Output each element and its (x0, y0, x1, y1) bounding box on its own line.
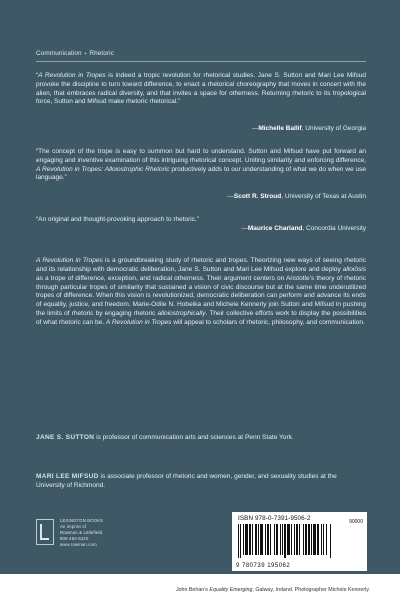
category-rhetoric: Rhetoric (89, 50, 114, 57)
barcode-bar (313, 524, 316, 555)
italic-run: A Revolution in Tropes (36, 257, 103, 264)
endorsement-attribution-1: —Michelle Ballif, University of Georgia (251, 125, 366, 132)
barcode-bar (311, 524, 312, 555)
publisher-website: www.rowman.com (60, 542, 97, 547)
category-communication: Communication (36, 50, 82, 57)
category-line (36, 50, 114, 57)
text-run: . Their collective efforts work to display the possibilities of what rhetoric can be. (36, 310, 366, 326)
publisher-phone: 800-462-6420 (60, 536, 89, 541)
barcode-bar (270, 524, 271, 555)
author-bio-text: is professor of communication arts and sciences at Penn State York. (94, 434, 294, 441)
barcode-bar (260, 524, 263, 555)
endorser-name: Scott R. Stroud (233, 193, 282, 200)
italic-run: A Revolution in Tropes (38, 72, 106, 79)
cover-art-credit (160, 587, 370, 593)
author-name: MARI LEE MIFSUD (36, 473, 99, 480)
barcode-bar (287, 524, 290, 555)
endorsement-quote-1 (36, 72, 366, 107)
barcode-bar (280, 524, 281, 555)
barcode-bar (245, 524, 248, 555)
text-run: productively adds to our understanding of what we do when we use language.” (36, 165, 366, 182)
barcode-bar (326, 524, 327, 555)
barcode-bar (255, 524, 257, 555)
endorsement-attribution-3: —Maurice Charland, Concordia University (241, 225, 366, 232)
barcode-bar (240, 524, 241, 558)
publisher-name: LEXINGTON BOOKS (60, 518, 104, 523)
barcode-bar (238, 524, 239, 558)
italic-run: A Revolution in Tropes (105, 318, 172, 326)
author-bio-text: is associate professor of rhetoric and women, gender, and sexuality studies at the University of Richmond. (36, 473, 337, 489)
text-run: is indeed a tropic revolution for rhetorical studies. Jane S. Sutton and Mari Lee Mifsud provoke the discipline to turn toward difference, to enact a rhetorical choreography that moves in concert with the alien, that embraces radical diversity, and that invites a space for otherness. Returning rhetoric to its tropological force, Sutton and Mifsud make rhetoric rhetorical.” (36, 72, 366, 106)
ean-text: 9 780739 195062 (236, 563, 291, 569)
italic-run: alloiostrophically (157, 310, 206, 318)
publisher-block (36, 515, 156, 555)
credit-work: Equality Emerging (209, 587, 253, 593)
publisher-parent: Rowman & Littlefield (60, 530, 103, 535)
author-bio-mifsud (36, 473, 366, 491)
text-run: is a groundbreaking study of rhetoric and tropes. Theorizing new ways of seeing rhetoric and its relationship with democratic deliberation, Jane S. Sutton and Mari Lee Mifsud explore and deploy (36, 257, 366, 273)
text-run: “ (36, 72, 39, 79)
barcode-bar (308, 524, 310, 555)
publisher-imprint-line: An imprint of (60, 524, 87, 529)
endorser-affiliation: Concordia University (306, 225, 366, 232)
author-name: JANE S. SUTTON (36, 434, 95, 441)
italic-run: alloiōsis (342, 265, 366, 273)
barcode-bar (274, 524, 275, 555)
credit-post: , Galway, Ireland. Photographer Michele Kennerly. (252, 587, 370, 593)
barcode-bar (284, 524, 286, 558)
publisher-text (60, 518, 103, 548)
barcode-bar (317, 524, 319, 555)
barcode-icon (238, 524, 362, 558)
barcode-bar (267, 524, 269, 555)
barcode-bar (323, 524, 324, 555)
price-code: 90000 (349, 519, 363, 525)
endorser-affiliation: University of Texas at Austin (284, 193, 366, 200)
category-rule (36, 61, 366, 62)
italic-run: A Revolution in Tropes: Alloiostrophic Rhetoric (36, 165, 170, 173)
barcode-bar (243, 524, 244, 555)
endorsement-quote-2 (36, 148, 366, 183)
barcode-bar (303, 524, 304, 555)
book-description (36, 257, 366, 328)
credit-pre: John Behan’s (175, 587, 210, 593)
endorser-name: Michelle Ballif (258, 125, 302, 132)
endorser-affiliation: University of Georgia (305, 125, 366, 132)
author-bio-sutton (36, 434, 366, 443)
barcode-box (232, 512, 367, 571)
barcode-bar (296, 524, 298, 555)
endorser-name: Maurice Charland (247, 225, 303, 232)
barcode-bar (294, 524, 295, 555)
barcode-bar (299, 524, 300, 555)
barcode-bar (330, 524, 331, 558)
barcode-bar (305, 524, 307, 555)
barcode-bar (276, 524, 278, 555)
barcode-bar (291, 524, 292, 555)
barcode-bar (321, 524, 322, 555)
barcode-bar (252, 524, 253, 555)
lexington-books-logo-icon (36, 519, 54, 545)
text-run: “An original and thought-provoking approach to rhetoric.” (36, 216, 199, 223)
isbn-text: ISBN 978-0-7391-9506-2 (238, 515, 311, 522)
text-run: as a trope of difference, exception, and radical otherness. Their argument centers on Aristotle’s theory of rhetoric through particular tropes of similarity that sustained a vision of civic discourse but at the same time underutilized tropes of difference. When this vision is revolutionized, democratic deliberation can perform and advance its ends of equality, justice, and freedom. Marie-Odile N. Hobeika and Michele Kennerly join Sutton and Mifsud in pushing the limits of rhetoric by engaging rhetoric (36, 274, 366, 318)
endorsement-attribution-2: —Scott R. Stroud, University of Texas at Austin (227, 193, 366, 200)
text-run: “The concept of the trope is easy to summon but hard to understand. Sutton and Mifsud have put forward an engaging and inventive examination of this intriguing rhetorical concept. Uniting similarity and enforcing difference, (36, 148, 366, 164)
barcode-bar (265, 524, 266, 555)
barcode-bar (258, 524, 259, 555)
barcode-bar (249, 524, 251, 555)
endorsement-quote-3 (36, 216, 366, 225)
text-run: will appeal to scholars of rhetoric, philosophy, and communication. (171, 318, 365, 326)
category-separator: ▪ (84, 51, 87, 57)
barcode-bar (282, 524, 283, 555)
